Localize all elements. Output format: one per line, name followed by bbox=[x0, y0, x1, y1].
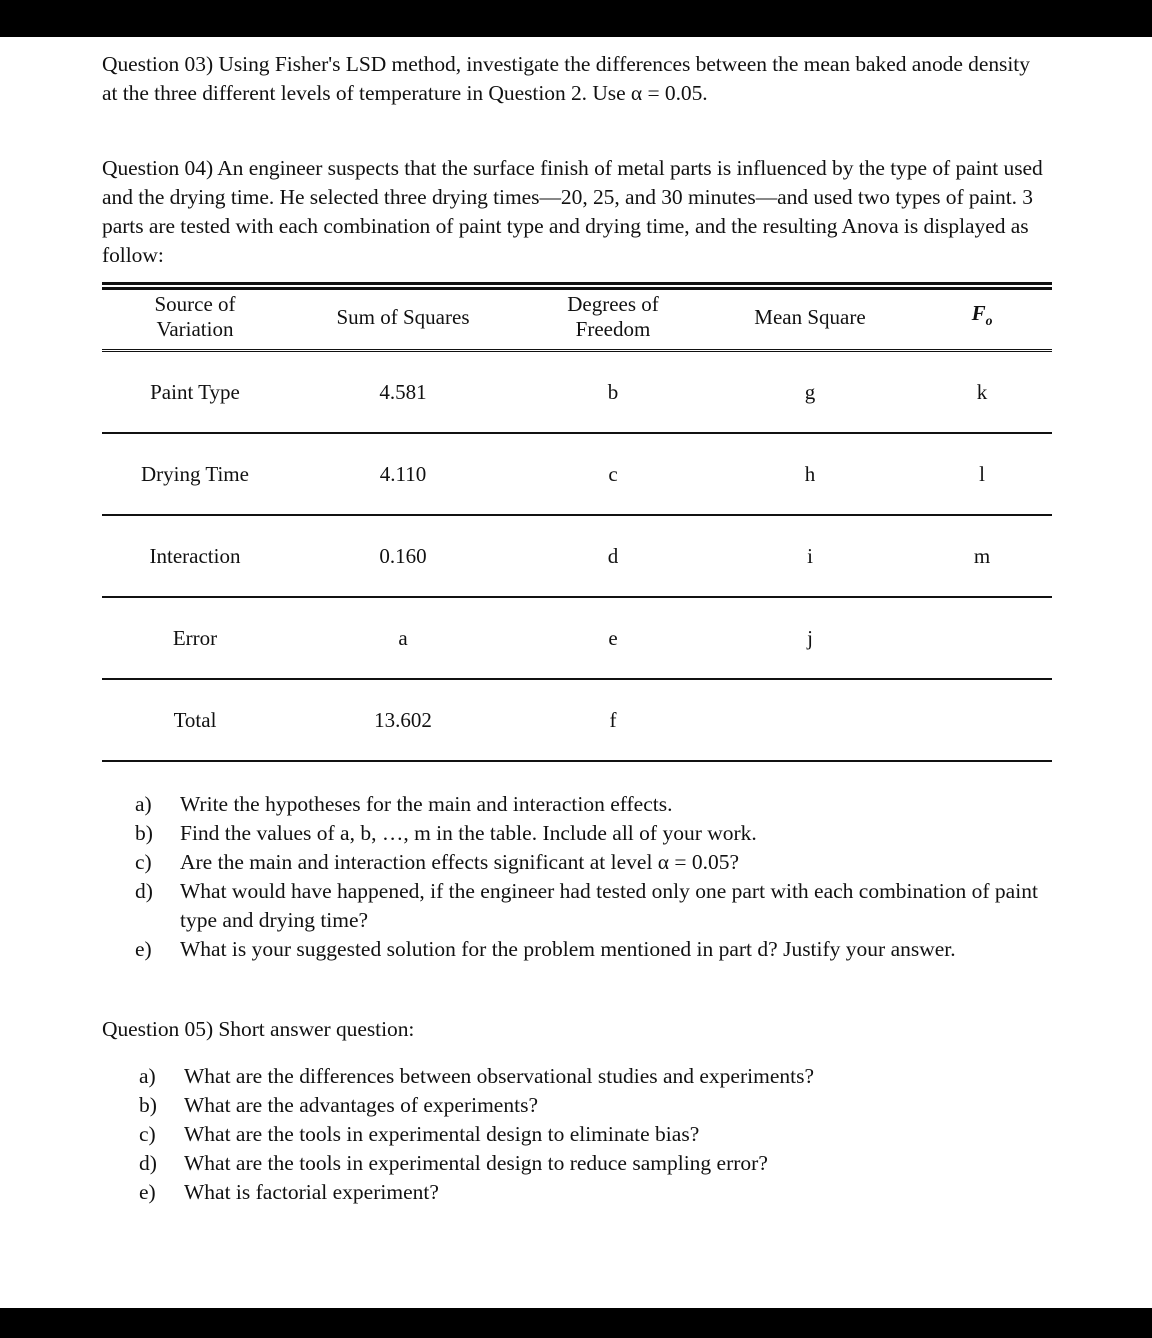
table-top-rule-outer bbox=[102, 282, 1052, 284]
cell-degrees-of-freedom: d bbox=[518, 515, 708, 597]
list-item-text: Are the main and interaction effects significant at level α = 0.05? bbox=[180, 850, 740, 874]
list-item bbox=[139, 1120, 1039, 1149]
question-05-heading: Question 05) Short answer question: bbox=[102, 1017, 415, 1041]
list-marker: e) bbox=[139, 1180, 156, 1204]
cell-mean-square bbox=[708, 679, 912, 761]
table-row bbox=[102, 433, 1052, 515]
f0-symbol: $F_o$ bbox=[971, 300, 993, 329]
list-item bbox=[139, 1149, 1039, 1178]
question-05-subparts-list bbox=[139, 1062, 1039, 1207]
list-item-text: What are the advantages of experiments? bbox=[184, 1093, 538, 1117]
document-page bbox=[0, 37, 1152, 1308]
header-f0 bbox=[912, 284, 1052, 351]
cell-f0 bbox=[912, 597, 1052, 679]
header-source-line1: Source of bbox=[154, 292, 236, 316]
list-item bbox=[135, 790, 1065, 819]
cell-mean-square: h bbox=[708, 433, 912, 515]
cell-mean-square: g bbox=[708, 351, 912, 434]
question-04-paragraph: Question 04) An engineer suspects that the surface finish of metal parts is influenced by the type of paint used and the drying time. He selected three drying times—20, 25, and 30 minutes—and used two types of paint. 3 parts are tested with each combination of paint type and drying time, and the resulting Anova is displayed as follow: bbox=[102, 156, 1043, 267]
list-item-text: Find the values of a, b, …, m in the table. Include all of your work. bbox=[180, 821, 757, 845]
list-item bbox=[139, 1062, 1039, 1091]
table-row bbox=[102, 515, 1052, 597]
list-item-text: What is factorial experiment? bbox=[184, 1180, 439, 1204]
header-df-line2: Freedom bbox=[575, 317, 651, 341]
anova-table-container bbox=[102, 282, 1052, 762]
cell-source: Drying Time bbox=[102, 433, 288, 515]
header-degrees-of-freedom bbox=[518, 284, 708, 351]
cell-degrees-of-freedom: f bbox=[518, 679, 708, 761]
header-sum-of-squares: Sum of Squares bbox=[288, 284, 518, 351]
cell-source: Total bbox=[102, 679, 288, 761]
cell-degrees-of-freedom: b bbox=[518, 351, 708, 434]
list-item-text: What are the differences between observational studies and experiments? bbox=[184, 1064, 815, 1088]
list-marker: b) bbox=[139, 1093, 157, 1117]
table-row bbox=[102, 679, 1052, 761]
bottom-black-border bbox=[0, 1308, 1152, 1338]
list-item-text: What are the tools in experimental design to reduce sampling error? bbox=[184, 1151, 768, 1175]
table-top-rule-inner bbox=[102, 287, 1052, 290]
cell-sum-of-squares: 4.110 bbox=[288, 433, 518, 515]
table-header-row bbox=[102, 284, 1052, 351]
cell-source: Paint Type bbox=[102, 351, 288, 434]
top-black-border bbox=[0, 0, 1152, 37]
cell-source: Error bbox=[102, 597, 288, 679]
cell-source: Interaction bbox=[102, 515, 288, 597]
table-row bbox=[102, 351, 1052, 434]
header-df-line1: Degrees of bbox=[567, 292, 659, 316]
list-marker: c) bbox=[139, 1122, 156, 1146]
cell-f0: k bbox=[912, 351, 1052, 434]
header-source-of-variation bbox=[102, 284, 288, 351]
cell-mean-square: i bbox=[708, 515, 912, 597]
list-item-text: What are the tools in experimental design to eliminate bias? bbox=[184, 1122, 700, 1146]
question-04-subparts-list bbox=[135, 790, 1065, 964]
header-mean-square: Mean Square bbox=[708, 284, 912, 351]
list-marker: b) bbox=[135, 821, 153, 845]
anova-table bbox=[102, 282, 1052, 762]
anova-table-body bbox=[102, 351, 1052, 762]
cell-mean-square: j bbox=[708, 597, 912, 679]
list-item bbox=[135, 848, 1065, 877]
list-item bbox=[139, 1091, 1039, 1120]
question-03-paragraph: Question 03) Using Fisher's LSD method, investigate the differences between the mean baked anode density at the three different levels of temperature in Question 2. Use α = 0.05. bbox=[102, 52, 1030, 105]
list-item-text: What is your suggested solution for the problem mentioned in part d? Justify your answer. bbox=[180, 937, 956, 961]
list-item bbox=[135, 935, 1065, 964]
list-item bbox=[139, 1178, 1039, 1207]
f0-subscript: o bbox=[985, 313, 993, 329]
cell-degrees-of-freedom: e bbox=[518, 597, 708, 679]
list-marker: a) bbox=[139, 1064, 156, 1088]
list-marker: d) bbox=[139, 1151, 157, 1175]
list-item bbox=[135, 877, 1065, 935]
list-item-text: What would have happened, if the engineer had tested only one part with each combination of paint type and drying time? bbox=[180, 879, 1038, 932]
list-marker: e) bbox=[135, 937, 152, 961]
cell-sum-of-squares: 0.160 bbox=[288, 515, 518, 597]
list-marker: a) bbox=[135, 792, 152, 816]
list-marker: d) bbox=[135, 879, 153, 903]
cell-sum-of-squares: 4.581 bbox=[288, 351, 518, 434]
table-row bbox=[102, 597, 1052, 679]
cell-f0 bbox=[912, 679, 1052, 761]
list-item bbox=[135, 819, 1065, 848]
list-item-text: Write the hypotheses for the main and interaction effects. bbox=[180, 792, 673, 816]
list-marker: c) bbox=[135, 850, 152, 874]
header-source-line2: Variation bbox=[156, 317, 234, 341]
cell-sum-of-squares: a bbox=[288, 597, 518, 679]
cell-f0: m bbox=[912, 515, 1052, 597]
cell-f0: l bbox=[912, 433, 1052, 515]
cell-degrees-of-freedom: c bbox=[518, 433, 708, 515]
cell-sum-of-squares: 13.602 bbox=[288, 679, 518, 761]
